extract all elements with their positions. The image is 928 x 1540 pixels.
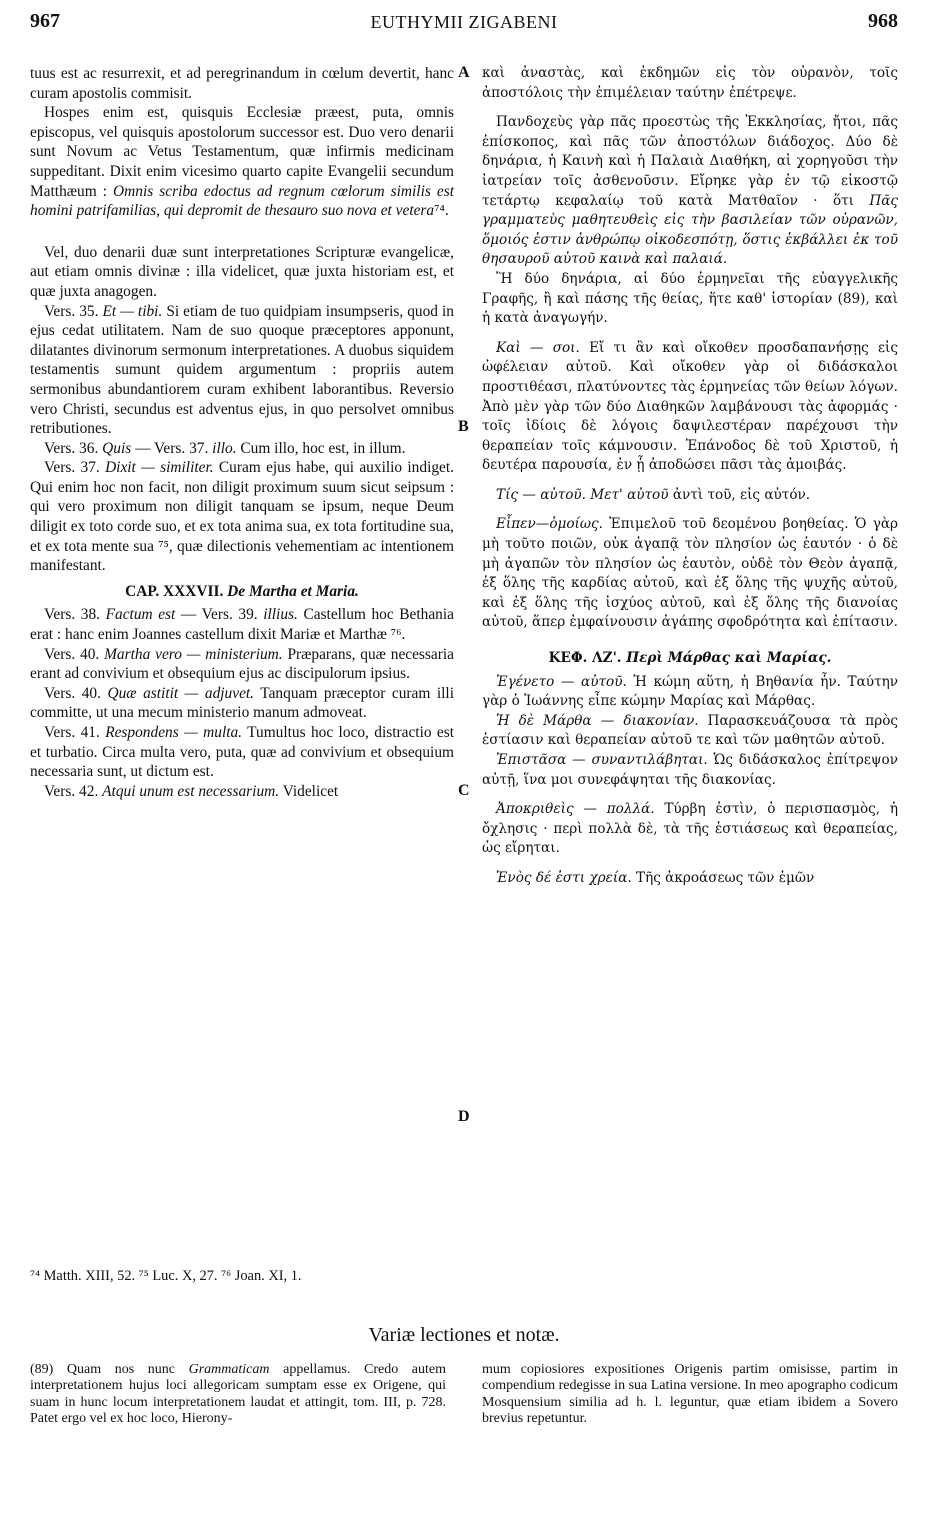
margin-letter-d: D [458,1108,470,1125]
notes-right-column [482,1362,898,1428]
greek-paragraph: Ἐπιστᾶσα — συναντιλάβηται. Ὡς διδάσκαλος ἐπίτρεψον αὐτῇ, ἵνα μοι συνεφάψηται τῆς διακονίας. [482,752,898,788]
latin-paragraph: Vers. 40. Martha vero — ministerium. Præparans, quæ necessaria erant ad convivium et obsequium ejus ac discipulorum ipsius. [30,645,454,683]
greek-column [482,64,898,889]
note-text: (89) Quam nos nunc Grammaticam appellamus. Credo autem interpretationem hujus loci allegoricam sumptam esse ex Origene, qui suam in hunc locum interpretationem laudat et attingit, tom. III, p. 728. Patet ergo vel ex hoc loco, Hierony- [30,1362,447,1427]
greek-paragraph: Ἡ δὲ Μάρθα — διακονίαν. Παρασκευάζουσα τὰ πρὸς ἑστίασιν καὶ θεραπείαν αὐτοῦ τε καὶ τῶν μαθητῶν αὐτοῦ. [482,712,898,749]
footnotes: ⁷⁴ Matth. XIII, 52. ⁷⁵ Luc. X, 27. ⁷⁶ Joan. XI, 1. [30,1268,302,1284]
latin-paragraph: Vers. 38. Factum est — Vers. 39. illius. Castellum hoc Bethania erat : hanc enim Joannes castellum dixit Mariæ et Marthæ ⁷⁶. [30,606,454,644]
page-number-right: 968 [868,10,898,32]
notes-left-column [30,1362,446,1428]
margin-letter-b: B [458,418,469,435]
latin-paragraph: Vers. 37. Dixit — similiter. Curam ejus habe, qui auxilio indiget. Qui enim hoc non facit, non diligit proximum suum sicut seipsum : qui vero proximum non diligit tanquam se ipsum, neque Deum diligit ex toto corde suo, et ex tota anima sua, ex tota fortitudine sua, et ex tota mente sua ⁷⁵, quæ dilectionis vehementiam ac intentionem manifestant. [30,459,454,575]
greek-paragraph: Ἐγένετο — αὐτοῦ. Ἡ κώμη αὕτη, ἡ Βηθανία ἦν. Ταύτην γὰρ ὁ Ἰωάννης εἶπε κώμην Μαρίας καὶ Μάρθας. [482,673,899,710]
latin-paragraph: tuus est ac resurrexit, et ad peregrinandum in cœlum devertit, hanc curam apostolis commisit. [30,65,454,102]
greek-paragraph: καὶ ἀναστὰς, καὶ ἐκδημῶν εἰς τὸν οὐρανὸν, τοῖς ἀποστόλοις τὴν ἐπιμέλειαν ταύτην ἐπέτρεψε. [482,65,898,101]
margin-letter-a: A [458,64,470,81]
latin-paragraph: Hospes enim est, quisquis Ecclesiæ præest, puta, omnis episcopus, vel quisquis apostolorum successor est. Duo vero denarii sunt Novum ac Vetus Testamentum, quæ infirmis medicinam suppeditant. Dixit enim vicesimo quarto capite Evangelii secundum Matthæum : Omnis scriba edoctus ad regnum cœlorum similis est homini patrifamilias, qui depromit de thesauro suo nova et vetera⁷⁴. [30,104,454,220]
page-header [30,10,898,36]
chapter-heading-greek: ΚΕΦ. ΛΖ'. Περὶ Μάρθας καὶ Μαρίας. [548,650,832,667]
greek-paragraph: Εἶπεν—ὁμοίως. Ἐπιμελοῦ τοῦ δεομένου βοηθείας. Ὁ γὰρ μὴ τοῦτο ποιῶν, οὐκ ἀγαπᾷ τὸν πλησίον ὡς ἑαυτόν · ὁ δὲ μὴ ἀγαπῶν τὸν πλησίον ὡς ἑαυτὸν, οὐδὲ τὸν Θεὸν ἀγαπᾷ, ἐξ ὅλης τῆς καρδίας αὐτοῦ, καὶ ἐξ ὅλης τῆς ψυχῆς αὐτοῦ, καὶ ἐξ ὅλης τῆς ἰσχύος αὐτοῦ, καὶ ἐξ ὅλης τῆς διανοίας αὐτοῦ, ἅπερ ἐμφαίνουσιν ἀγάπης σφοδρότητα καὶ ἐπίτασιν. [482,516,898,631]
note-text: mum copiosiores expositiones Origenis partim omisisse, partim in compendium redegisse in sua Latina versione. In meo apographo codicum Mosquensium similia ad h. l. leguntur, quæ etiam ibidem a Sovero brevius repetuntur. [482,1362,898,1427]
latin-column [30,64,454,801]
chapter-heading-latin: CAP. XXXVII. De Martha et Maria. [125,582,359,600]
latin-paragraph: Vers. 35. Et — tibi. Si etiam de tuo quidpiam insumpseris, quod in ejus cedat utilitatem. Nam de suo quoque præceptores apponunt, dilatantes divinorum sermonum interpretationes. A duobus siquidem testamentis sumunt quidem argumentum : propriis autem sermonibus abundantiorem curam exhibent laborantibus. Reversio vero Christi, secundus est adventus ejus, in quo persolvet omnibus retributiones. [30,302,454,438]
greek-paragraph: Τίς — αὐτοῦ. Μετ' αὐτοῦ ἀντὶ τοῦ, εἰς αὐτόν. [496,486,811,503]
latin-paragraph: Vers. 41. Respondens — multa. Tumultus hoc loco, distractio est et turbatio. Circa multa vero, puta, quæ ad convivium et obsequium necessaria sunt, ut dictum est. [30,724,455,781]
greek-paragraph: Ἢ δύο δηνάρια, αἱ δύο ἑρμηνεῖαι τῆς εὐαγγελικῆς Γραφῆς, ἢ καὶ πάσης τῆς θείας, ἥτε καθ' ἱστορίαν (89), καὶ ἡ κατὰ ἀναγωγήν. [482,270,898,327]
greek-paragraph: Καὶ — σοι. Εἴ τι ἂν καὶ οἴκοθεν προσδαπανήσῃς εἰς ὠφέλειαν αὐτοῦ. Καὶ οἴκοθεν γὰρ οἱ διδάσκαλοι προστιθέασι, πλατύνοντες τὰς ἑρμηνείας τῶν θείων λόγων. Ἀπὸ μὲν γὰρ τῶν δύο Διαθηκῶν λαμβάνουσι τὰς ἀφορμάς · τοῖς ἰδίοις δὲ λόγοις δαψιλεστέραν παρέχουσι τὴν θεραπείαν τοῖς κάμνουσιν. Ἐπάνοδος δὲ τοῦ Χριστοῦ, ἡ δευτέρα παρουσία, ἐν ᾗ ἀποδώσει πᾶσι τὰς ἀμοιβάς. [482,339,898,474]
running-title: EUTHYMII ZIGABENI [370,12,558,32]
greek-paragraph: Πανδοχεὺς γὰρ πᾶς προεστὼς τῆς Ἐκκλησίας, ἤτοι, πᾶς ἐπίσκοπος, καὶ πᾶς τῶν ἀποστόλων διάδοχος. Δύο δὲ δηνάρια, ἡ Καινὴ καὶ ἡ Παλαιὰ Διαθήκη, αἱ χορηγοῦσι τὴν ἰατρείαν τοῖς ἀσθενοῦσιν. Εἴρηκε γὰρ ἐν τῷ εἰκοστῷ τετάρτῳ κεφαλαίῳ τοῦ κατὰ Ματθαῖον · ὅτι Πᾶς γραμματεὺς μαθητευθεὶς εἰς τὴν βασιλείαν τῶν οὐρανῶν, ὅμοιός ἐστιν ἀνθρώπῳ οἰκοδεσπότῃ, ὅστις ἐκβάλλει ἐκ τοῦ θησαυροῦ αὐτοῦ καινὰ καὶ παλαιά. [482,114,898,268]
latin-paragraph: Vers. 36. Quis — Vers. 37. illo. Cum illo, hoc est, in illum. [44,439,406,457]
latin-paragraph: Vers. 40. Quæ astitit — adjuvet. Tanquam præceptor curam illi committe, ut una mecum ministerio manum admoveat. [30,684,454,722]
margin-letter-c: C [458,782,470,799]
notes-title: Variæ lectiones et notæ. [368,1324,560,1346]
latin-paragraph: Vel, duo denarii duæ sunt interpretationes Scripturæ evangelicæ, aut etiam omnis divinæ : illa videlicet, quæ juxta historiam est, et quæ juxta anagogen. [30,243,454,300]
greek-paragraph: Ἀποκριθεὶς — πολλά. Τύρβη ἐστὶν, ὁ περισπασμὸς, ἡ ὄχλησις · περὶ πολλὰ δὲ, τὰ τῆς ἑστιάσεως καὶ θεραπείας, ὡς εἴρηται. [482,801,898,857]
greek-paragraph: Ἑνὸς δέ ἐστι χρεία. Τῆς ἀκροάσεως τῶν ἐμῶν [496,869,815,886]
latin-paragraph: Vers. 42. Atqui unum est necessarium. Videlicet [44,782,339,800]
page-number-left: 967 [30,10,60,32]
